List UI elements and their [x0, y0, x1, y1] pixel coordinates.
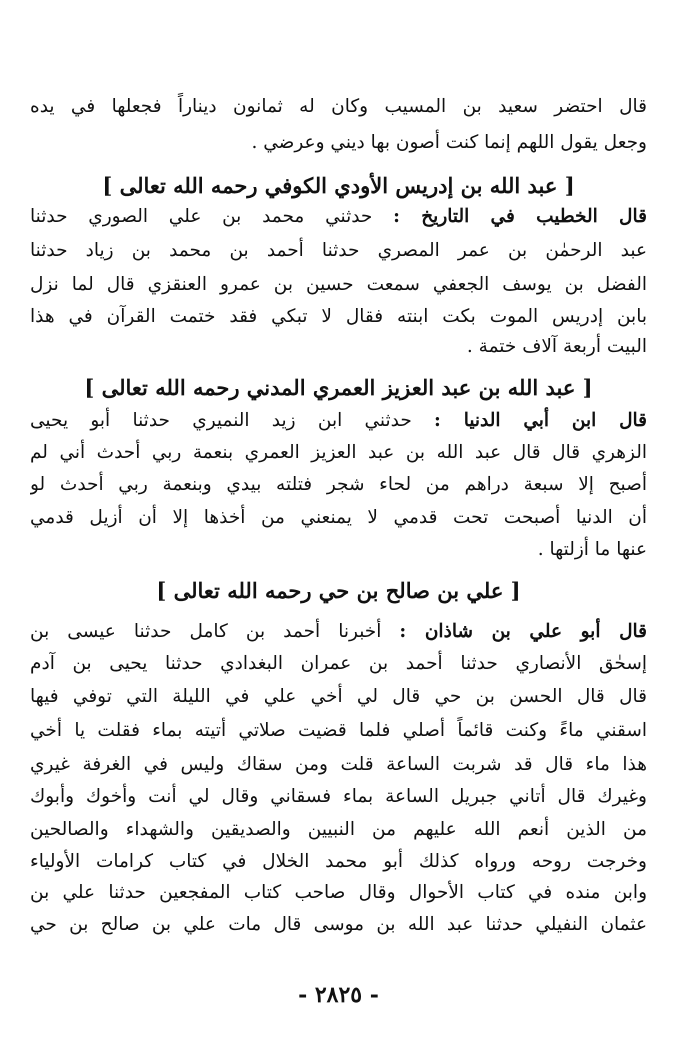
- body-line: قال قال الحسن بن حي قال لي أخي علي في الليلة التي توفي فيها: [30, 686, 647, 707]
- body-line: وغيرك قال أتاني جبريل الساعة بماء فسقاني وقال لي أنت وأخوك وأبوك: [30, 786, 647, 807]
- body-line: [30, 406, 647, 436]
- narration-lead: قال الخطيب في التاريخ :: [393, 206, 647, 227]
- body-line: هذا ماء قال قد شربت الساعة قلت ومن سقاك وليس في الغرفة غيري: [30, 754, 647, 775]
- body-line: قال احتضر سعيد بن المسيب وكان له ثمانون ديناراً فجعلها في يده: [30, 96, 647, 117]
- narration-text: حدثني محمد بن علي الصوري حدثنا: [30, 206, 394, 227]
- section-heading: [ عبد الله بن عبد العزيز العمري المدني رحمه الله تعالى ]: [84, 375, 593, 400]
- body-line: البيت أربعة آلاف ختمة .: [466, 336, 647, 357]
- body-line: عبد الرحمٰن بن عمر المصري حدثنا أحمد بن محمد بن زياد حدثنا: [30, 240, 647, 261]
- body-line: من الذين أنعم الله عليهم من النبيين والصديقين والشهداء والصالحين: [30, 819, 647, 840]
- narration-text: حدثني ابن زيد النميري حدثنا أبو يحيى: [30, 410, 435, 431]
- section-heading: [ علي بن صالح بن حي رحمه الله تعالى ]: [156, 578, 521, 603]
- body-line: وخرجت روحه ورواه كذلك أبو محمد الخلال في كتاب كرامات الأولياء: [30, 851, 647, 872]
- body-line: وابن منده في كتاب الأحوال وقال صاحب كتاب المفجعين حدثنا علي بن: [30, 882, 647, 903]
- page-number: - ٢٨٢٥ -: [298, 982, 379, 1008]
- body-line: عنها ما أزلتها .: [537, 539, 647, 560]
- body-line: اسقني ماءً وكنت قائماً أصلي فلما قضيت صلاتي أتيته بماء فقلت يا أخي: [30, 720, 647, 741]
- body-line: [30, 202, 647, 232]
- body-line: أصبح إلا سبعة دراهم من لحاء شجر فتلته بيدي وبنعمة ربي أحدث لو: [30, 474, 647, 495]
- body-line: بابن إدريس الموت بكت ابنته فقال لا تبكي فقد ختمت القرآن في هذا: [30, 306, 647, 327]
- body-line: عثمان النفيلي حدثنا عبد الله بن موسى قال مات علي بن صالح بن حي: [30, 914, 647, 935]
- narration-lead: قال ابن أبي الدنيا :: [434, 410, 647, 431]
- narration-text: أخبرنا أحمد بن كامل حدثنا عيسى بن: [30, 621, 400, 642]
- body-line: الفضل بن يوسف الجعفي سمعت حسين بن عمرو العنقزي قال لما نزل: [30, 274, 647, 295]
- body-line: الزهري قال قال عبد الله بن عبد العزيز العمري بنعمة ربي أحدث أني لم: [30, 442, 647, 463]
- section-heading: [ عبد الله بن إدريس الأودي الكوفي رحمه الله تعالى ]: [102, 173, 575, 198]
- body-line: أن الدنيا أصبحت تحت قدمي لا يمنعني من أخذها إلا أن أزيل قدمي: [30, 507, 647, 528]
- body-line: [30, 617, 647, 647]
- narration-lead: قال أبو علي بن شاذان :: [399, 621, 647, 642]
- body-line: وجعل يقول اللهم إنما كنت أصون بها ديني وعرضي .: [251, 132, 647, 153]
- body-line: إسحٰق الأنصاري حدثنا أحمد بن عمران البغدادي حدثنا يحيى بن آدم: [30, 653, 647, 674]
